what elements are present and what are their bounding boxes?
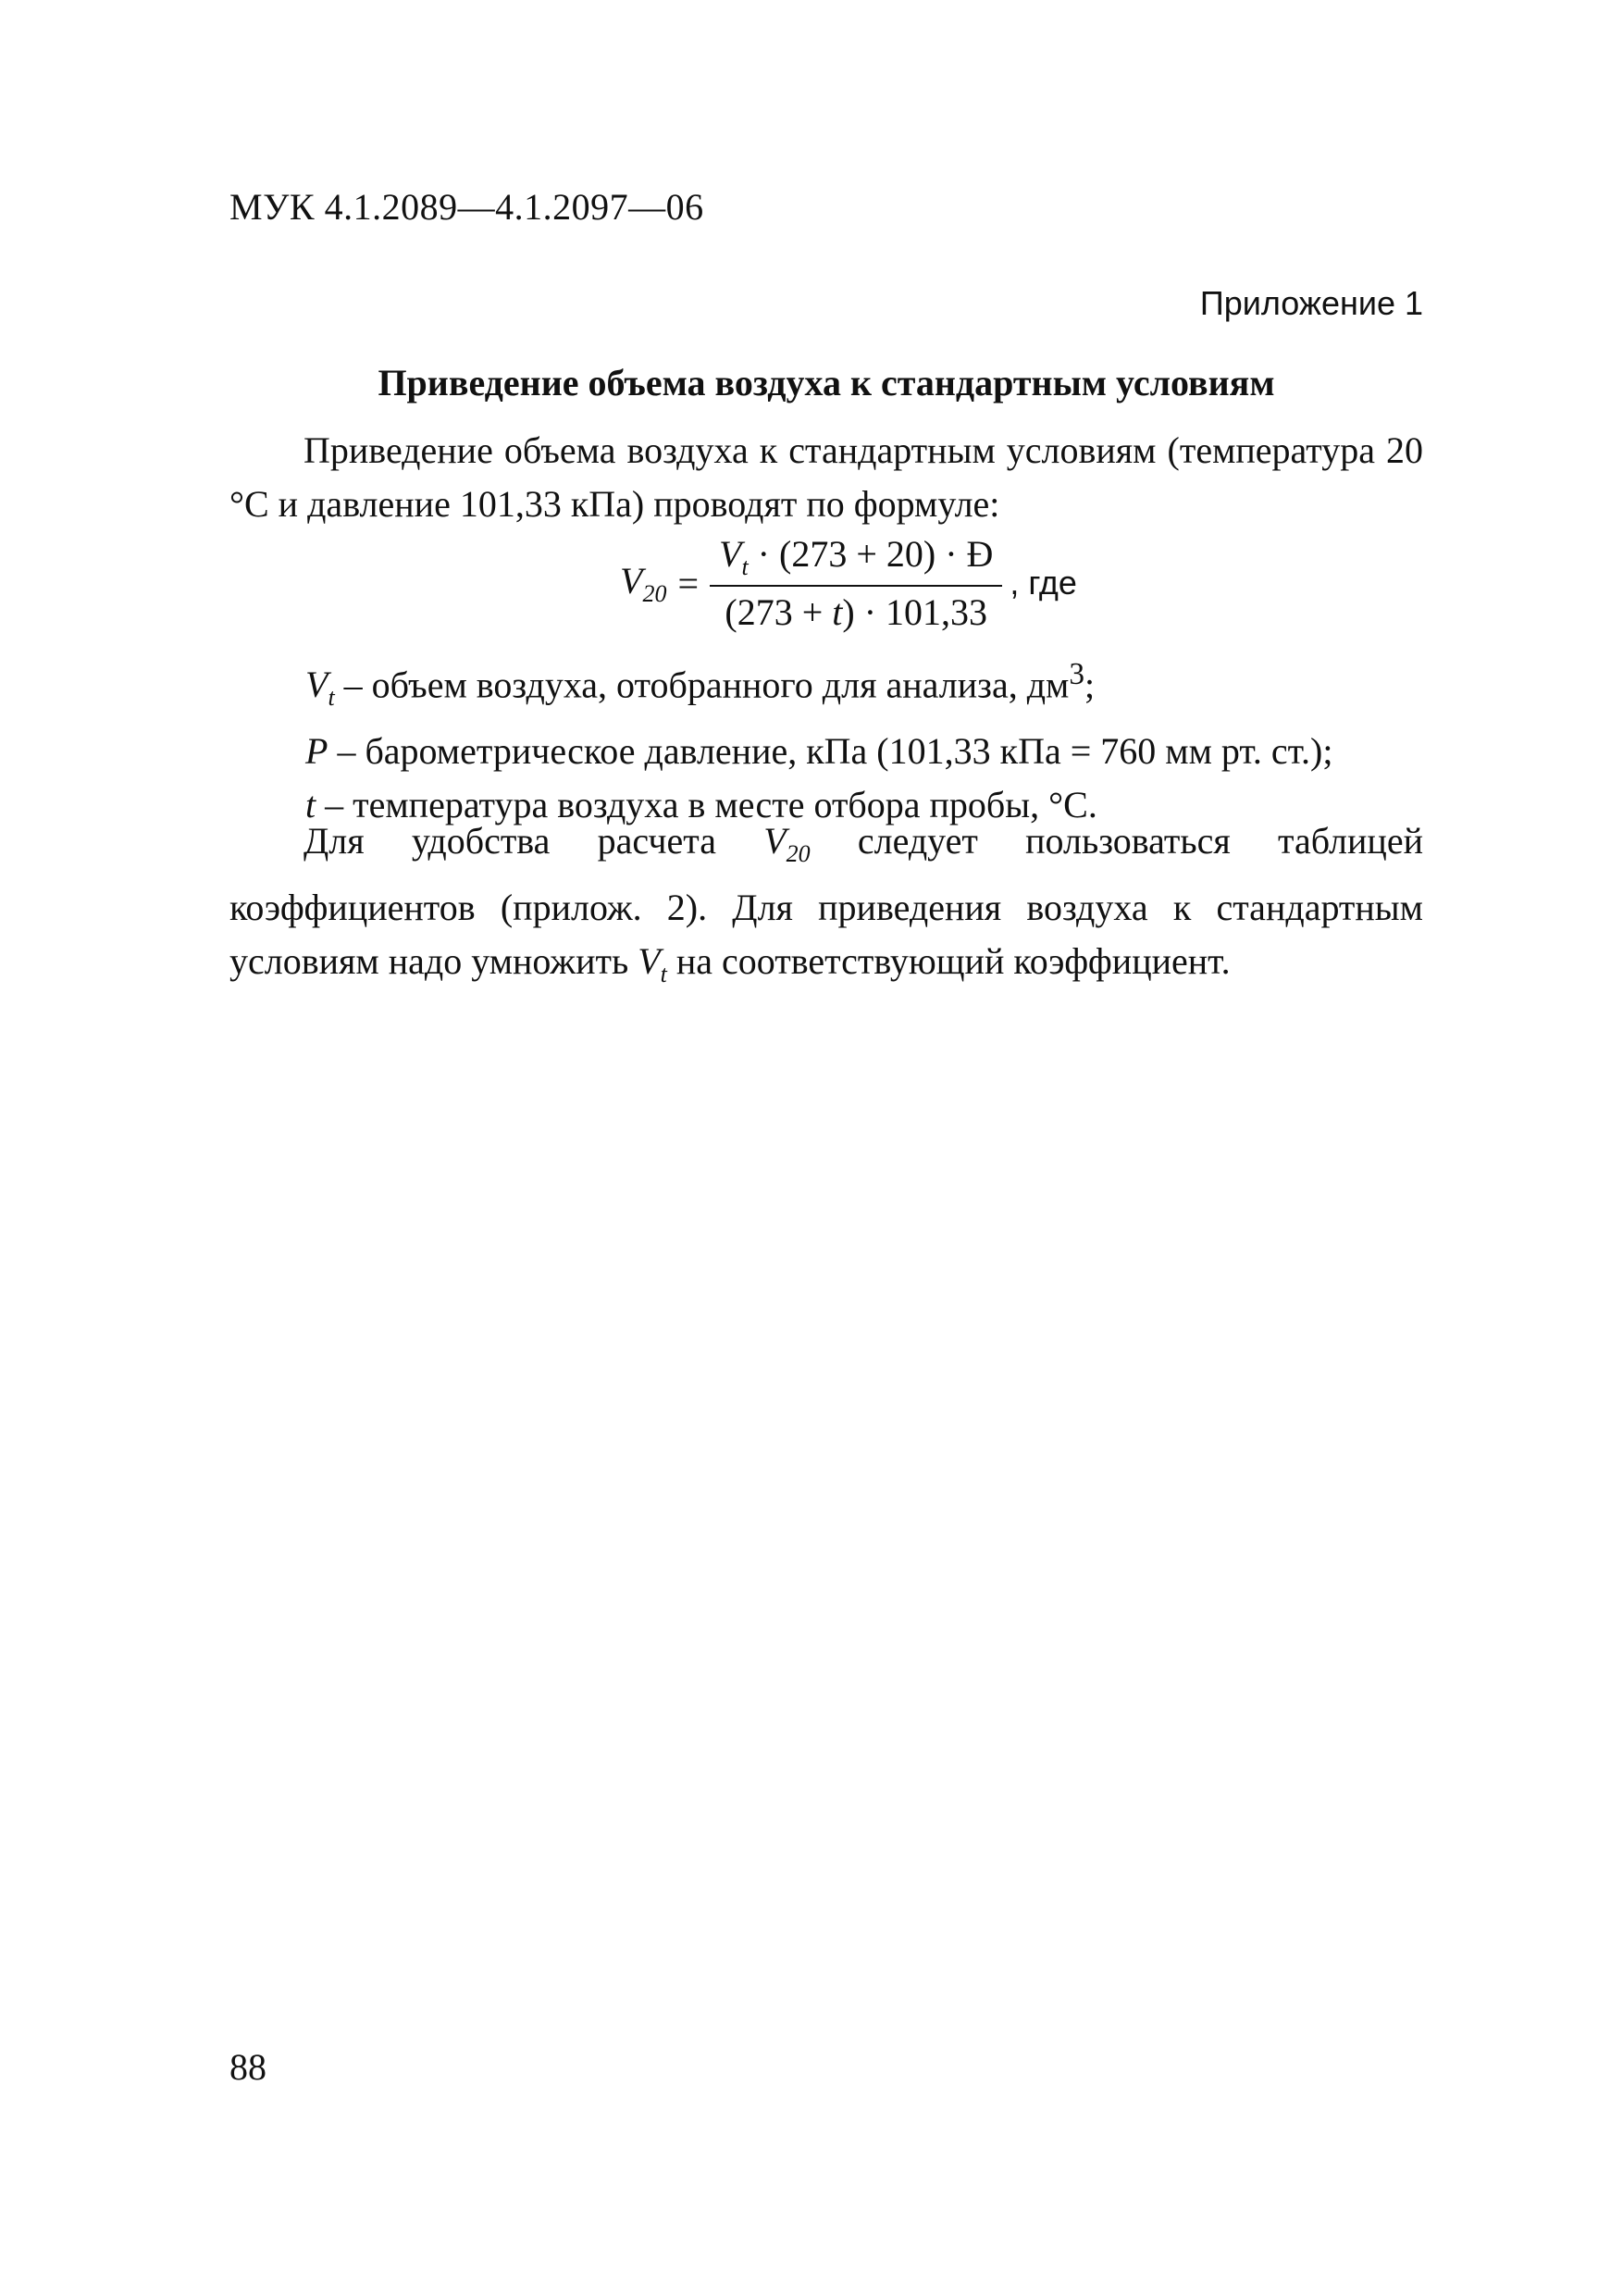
- definition-var-letter: V: [305, 664, 328, 706]
- definition-text: – барометрическое давление, кПа (101,33 кПа = 760 мм рт. ст.);: [328, 730, 1333, 773]
- formula-denominator: [715, 587, 997, 634]
- formula-equals: =: [677, 562, 699, 604]
- usage-note-paragraph: [229, 814, 1423, 1001]
- formula-numerator: [710, 532, 1002, 585]
- numerator-var-sub: t: [741, 553, 749, 580]
- note-var-v20-letter: V: [763, 820, 787, 862]
- numerator-rest: · (273 + 20) · Ð: [748, 533, 994, 575]
- note-var-v20: [763, 820, 811, 867]
- denominator-right: ) · 101,33: [842, 591, 988, 633]
- note-text-3: на соответствующий коэффициент.: [666, 940, 1231, 982]
- note-text-1: Для удобства расчета: [304, 820, 764, 862]
- definition-line: [305, 648, 1333, 725]
- page-number: 88: [229, 2046, 266, 2088]
- definition-tail: ;: [1084, 664, 1096, 706]
- formula-lhs-sub: 20: [642, 579, 667, 607]
- document-code-header: МУК 4.1.2089—4.1.2097—06: [229, 186, 704, 228]
- definition-var: [305, 664, 335, 712]
- note-text-2: следует пользоваться таблицей коэффициентов (прилож. 2). Для приведения воздуха к стандартным условиям надо умножить: [229, 820, 1423, 982]
- numerator-var: [719, 533, 749, 580]
- definition-var-sub: t: [328, 684, 335, 712]
- section-title: Приведение объема воздуха к стандартным условиям: [378, 362, 1275, 403]
- variable-definitions: [305, 648, 1333, 832]
- intro-paragraph: Приведение объема воздуха к стандартным условиям (температура 20 °С и давление 101,33 кПа) проводят по формуле:: [229, 429, 1423, 525]
- appendix-label: Приложение 1: [1199, 284, 1423, 322]
- volume-conversion-formula: [620, 532, 1077, 634]
- numerator-var-letter: V: [719, 533, 742, 575]
- definition-var: P: [305, 730, 328, 773]
- definition-text: – температура воздуха в месте отбора пробы, °С.: [316, 784, 1097, 826]
- definition-sup: 3: [1069, 657, 1085, 691]
- note-var-v20-sub: 20: [786, 840, 811, 867]
- note-var-vt-letter: V: [638, 940, 661, 982]
- denominator-left: (273 +: [725, 591, 833, 633]
- formula-where: , где: [1010, 564, 1077, 602]
- formula-fraction: [710, 532, 1002, 634]
- formula-lhs-var: V: [620, 559, 643, 602]
- note-var-vt-sub: t: [660, 961, 667, 987]
- definition-var: t: [305, 784, 316, 826]
- definition-line: [305, 725, 1333, 778]
- definition-text: – объем воздуха, отобранного для анализа, дм: [334, 664, 1070, 706]
- formula-lhs: [620, 559, 666, 608]
- denominator-var: t: [832, 591, 843, 633]
- note-var-vt: [638, 940, 667, 987]
